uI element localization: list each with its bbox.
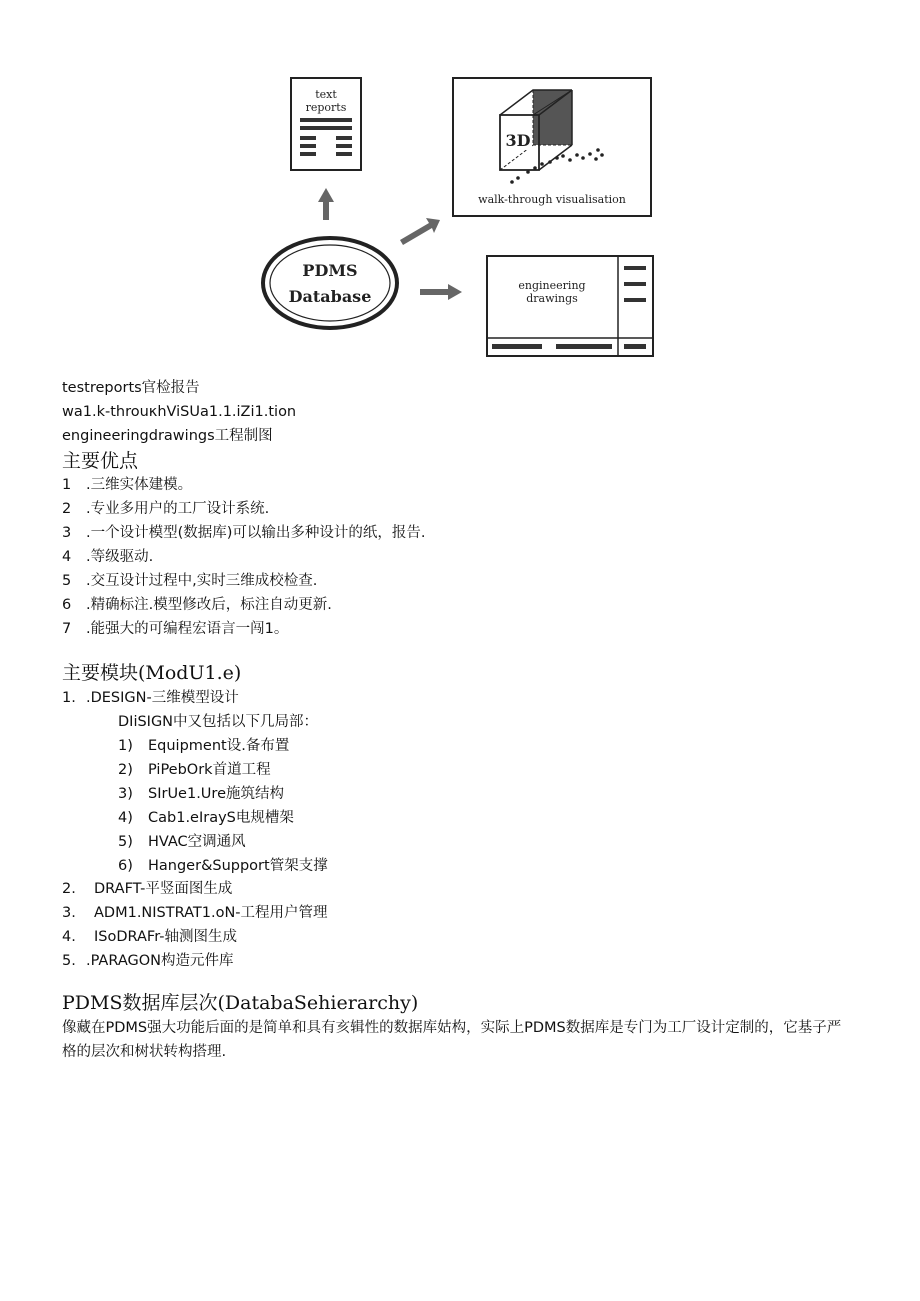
module-text: DRAFT-平竖面图生成 bbox=[94, 881, 233, 897]
advantage-item bbox=[62, 548, 153, 566]
advantage-item bbox=[62, 620, 288, 638]
advantage-text: .精确标注.模型修改后，标注自动更新. bbox=[86, 597, 332, 613]
3d-label: 3D bbox=[505, 131, 531, 150]
caption-walkthrough: wa1.k-throuκhViSUa1.1.iZi1.tion bbox=[62, 404, 297, 420]
text-reports-label-1: text bbox=[315, 88, 337, 101]
walkthrough-visualisation-box bbox=[453, 78, 651, 216]
hierarchy-heading: PDMS数据库层次(DatabaSehierarchy) bbox=[62, 992, 419, 1014]
advantage-item bbox=[62, 596, 332, 614]
modules-heading: 主要模块(ModU1.e) bbox=[62, 662, 242, 684]
advantage-number: 5 bbox=[62, 573, 72, 589]
module-item bbox=[62, 952, 234, 970]
advantage-text: .一个设计模型(数据库)可以输出多种设计的纸，报告. bbox=[86, 525, 426, 541]
advantage-item bbox=[62, 500, 269, 518]
design-subitem bbox=[118, 761, 271, 779]
module-text: ADM1.NISTRAT1.oN-工程用户管理 bbox=[94, 905, 328, 921]
subitem-text: Hanger&Support管架支撑 bbox=[148, 858, 328, 874]
advantage-text: .能强大的可编程宏语言一闯1。 bbox=[86, 621, 289, 637]
module-item bbox=[62, 928, 237, 946]
walkthrough-caption: walk-through visualisation bbox=[478, 193, 626, 206]
design-subitem bbox=[118, 833, 246, 851]
database-label: Database bbox=[288, 287, 372, 306]
subitem-number: 3) bbox=[118, 786, 133, 802]
text-reports-label-2: reports bbox=[305, 101, 347, 114]
subitem-number: 1) bbox=[118, 738, 133, 754]
design-subitem bbox=[118, 737, 289, 755]
subitem-text: SIrUe1.Ure施筑结构 bbox=[148, 786, 284, 802]
arrow-up-icon bbox=[318, 188, 334, 220]
module-item bbox=[62, 689, 239, 707]
advantage-text: .交互设计过程中,实时三维成校检查. bbox=[86, 573, 318, 589]
subitem-text: PiPebOrk首道工程 bbox=[148, 762, 271, 778]
caption-text-reports: testreports官检报告 bbox=[62, 380, 200, 396]
arrow-right-icon bbox=[420, 284, 462, 300]
advantage-number: 4 bbox=[62, 549, 72, 565]
advantage-text: .专业多用户的工厂设计系统. bbox=[86, 501, 270, 517]
module-number: 3. bbox=[62, 905, 76, 921]
engineering-drawings-sheet bbox=[487, 256, 653, 356]
advantage-number: 7 bbox=[62, 621, 72, 637]
module-number: 5. bbox=[62, 953, 76, 969]
subitem-text: HVAC空调通风 bbox=[148, 834, 246, 850]
subitem-text: Cab1.eIrayS电规槽架 bbox=[148, 810, 294, 826]
advantage-number: 6 bbox=[62, 597, 72, 613]
module-number: 4. bbox=[62, 929, 76, 945]
design-subitem bbox=[118, 857, 328, 875]
pdms-label: PDMS bbox=[302, 261, 358, 280]
subitem-text: Equipment设.备布置 bbox=[148, 738, 290, 754]
advantage-number: 3 bbox=[62, 525, 72, 541]
subitem-number: 5) bbox=[118, 834, 133, 850]
module-item bbox=[62, 880, 232, 898]
module-text: ISoDRAFr-轴测图生成 bbox=[94, 929, 237, 945]
caption-engineering-drawings: engineeringdrawings工程制图 bbox=[62, 428, 273, 444]
module-text: .PARAGON构造元件库 bbox=[86, 953, 234, 969]
design-intro: DIiSIGN中又包括以下几局部： bbox=[118, 714, 319, 730]
hierarchy-paragraph: 像藏在PDMS强大功能后面的是简单和具有亥辑性的数据库姑构，实际上PDMS数据库是专门为工厂设计定制的，它基子严格的层次和树状转构搭理. bbox=[62, 1020, 842, 1060]
pdms-database-ellipse bbox=[263, 238, 397, 328]
advantage-item bbox=[62, 476, 192, 494]
module-item bbox=[62, 904, 328, 922]
advantages-heading: 主要优点 bbox=[62, 450, 139, 472]
advantage-item bbox=[62, 572, 317, 590]
design-subitem bbox=[118, 785, 284, 803]
engineering-label: engineering bbox=[518, 279, 586, 292]
advantage-item bbox=[62, 524, 426, 542]
advantage-text: .等级驱动. bbox=[86, 549, 154, 565]
design-subitem bbox=[118, 809, 294, 827]
pdms-database-diagram bbox=[250, 70, 670, 370]
subitem-number: 6) bbox=[118, 858, 133, 874]
arrow-up-right-icon bbox=[400, 218, 440, 245]
advantage-text: .三维实体建模。 bbox=[86, 477, 193, 493]
text-reports-document bbox=[291, 78, 361, 170]
module-number: 1. bbox=[62, 690, 76, 706]
drawings-label: drawings bbox=[526, 292, 578, 305]
advantage-number: 1 bbox=[62, 477, 72, 493]
subitem-number: 4) bbox=[118, 810, 133, 826]
advantage-number: 2 bbox=[62, 501, 72, 517]
module-text: .DESIGN-三维模型设计 bbox=[86, 690, 239, 706]
subitem-number: 2) bbox=[118, 762, 133, 778]
module-number: 2. bbox=[62, 881, 76, 897]
